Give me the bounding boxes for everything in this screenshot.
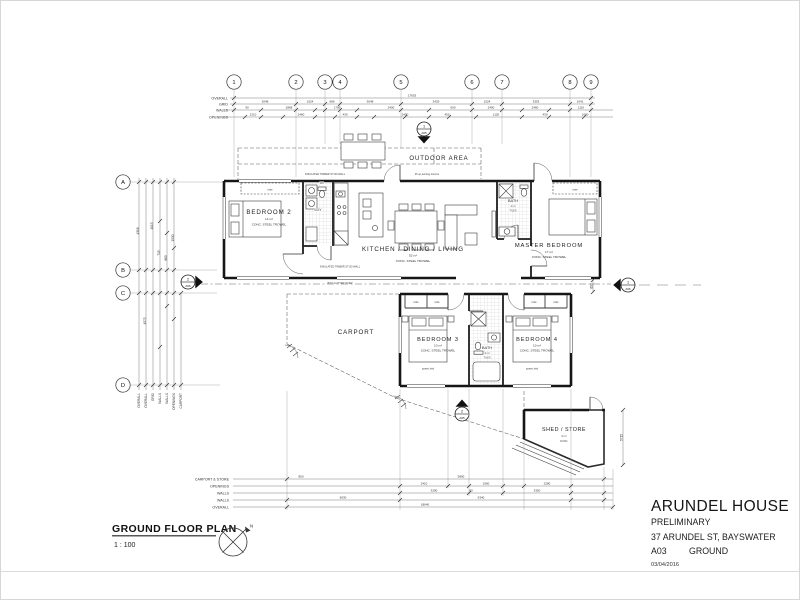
- bed-label: queen bed: [421, 367, 435, 371]
- svg-text:8: 8: [568, 80, 572, 87]
- robe-label: robe: [267, 188, 273, 192]
- svg-text:1: 1: [232, 80, 236, 87]
- room-finish-bath1: TILES: [509, 209, 517, 213]
- dim-value: 600: [450, 105, 456, 110]
- dim-value: 686: [329, 99, 335, 104]
- dim-value: 6340: [477, 495, 485, 500]
- outdoor-table: [341, 134, 385, 168]
- dim-row-label: WALLS: [216, 498, 229, 503]
- dim-row-label: OPENINGS: [209, 115, 228, 120]
- room-label-outdoor: OUTDOOR AREA: [409, 156, 469, 162]
- bed4-furniture: [506, 316, 558, 371]
- room-finish-master: CONC. STEEL TROWEL: [531, 255, 567, 260]
- room-label-master: MASTER BEDROOM: [514, 243, 584, 249]
- dim-value: 430: [542, 112, 548, 117]
- robe-label: robe: [413, 301, 419, 304]
- dim-value: 1700: [333, 105, 341, 110]
- dim-row-label: CARPORT: [179, 393, 184, 409]
- dim-row-label: WALLS: [216, 491, 229, 496]
- dim-row-label: WALLS: [215, 108, 228, 113]
- bed3-robes: [405, 295, 448, 308]
- plan-title: GROUND FLOOR PLAN: [112, 523, 237, 535]
- svg-text:B: B: [121, 268, 125, 275]
- dim-value: 90: [469, 488, 473, 493]
- dim-value: 3429: [432, 99, 440, 104]
- dim-value: 1110: [577, 105, 585, 110]
- room-finish-bath2: TILES: [483, 356, 491, 360]
- grid-bubble-6: [465, 75, 479, 89]
- dim-value: 4318: [136, 227, 140, 235]
- lounge-furniture: [445, 205, 495, 249]
- room-area-bedroom2: 14 m²: [265, 217, 273, 221]
- note-stud-wall-2: INSULATED TIMBER STUD WALL: [319, 265, 361, 269]
- room-label-kitchen: KITCHEN / DINING / LIVING: [362, 246, 464, 253]
- dim-value: 2400: [487, 105, 495, 110]
- svg-text:7: 7: [500, 80, 504, 87]
- status-label: PRELIMINARY: [651, 517, 711, 527]
- svg-text:2: 2: [294, 80, 298, 87]
- section-marker-bottom: [455, 400, 469, 422]
- svg-text:2: 2: [460, 409, 464, 414]
- dim-row-label: CARPORT & STORE: [194, 477, 229, 482]
- grid-bubble-7: [495, 75, 509, 89]
- upper-wing: [221, 163, 602, 285]
- dim-value: 430: [342, 112, 348, 117]
- svg-text:A05: A05: [421, 131, 427, 135]
- svg-text:1: 1: [626, 280, 630, 285]
- dim-row-label: OVERALL: [211, 96, 228, 101]
- bed4-robes: [524, 295, 567, 308]
- title-block: [651, 498, 789, 568]
- dim-value: 1120: [492, 112, 500, 117]
- dim-row-label: GRID: [219, 102, 228, 107]
- grid-bubbles-top: [227, 75, 598, 89]
- dim-value: 1530: [171, 234, 175, 242]
- svg-text:3: 3: [323, 80, 327, 87]
- section-marker-right: [613, 278, 635, 292]
- dim-value: 1210: [249, 112, 257, 117]
- room-area-master: 17 m²: [545, 250, 553, 254]
- dim-value: 1060: [482, 481, 490, 486]
- room-finish-bedroom3: CONC. STEEL TROWEL: [420, 348, 456, 353]
- svg-text:A05: A05: [459, 416, 465, 420]
- grid-bubbles-left: [116, 175, 130, 392]
- room-area-shed: 9 m²: [561, 435, 567, 438]
- room-finish-shed: CONC.: [559, 440, 569, 443]
- grid-bubble-8: [563, 75, 577, 89]
- svg-text:C: C: [120, 291, 126, 298]
- dim-value: 2280: [543, 481, 551, 486]
- room-label-wc: WC: [319, 182, 325, 186]
- plan-title-block: [112, 523, 237, 549]
- room-label-carport: CARPORT: [337, 329, 375, 336]
- dim-row-label: GRID: [151, 393, 156, 401]
- dim-value: 2410: [420, 481, 428, 486]
- svg-text:9: 9: [589, 80, 593, 87]
- sheet-number: A03: [651, 546, 667, 556]
- dim-value: 18640: [420, 502, 430, 507]
- sheet-level: GROUND: [689, 546, 729, 556]
- dim-value: 90: [245, 105, 249, 110]
- grid-bubble-D: [116, 378, 130, 392]
- room-area-bedroom3: 10 m²: [434, 343, 442, 348]
- room-label-bath1: BATH: [507, 198, 519, 203]
- dim-value: 1041: [576, 99, 584, 104]
- room-finish-bedroom2: CONC. STEEL TROWEL: [251, 222, 287, 227]
- dim-row-label: OPENINGS: [210, 484, 229, 489]
- left-dimension-strip: [131, 178, 224, 410]
- dim-value: 850: [298, 474, 304, 479]
- section-marker-top: [417, 122, 431, 144]
- note-louvres: lift up awning louvres: [414, 173, 440, 176]
- note-stud-wall: INSULATED TIMBER STUD WALL: [304, 173, 346, 176]
- svg-text:A: A: [121, 180, 125, 187]
- svg-text:4: 4: [338, 80, 342, 87]
- lower-wing: [397, 278, 595, 389]
- room-area-bedroom4: 10 m²: [533, 343, 541, 348]
- room-label-shed: SHED / STORE: [542, 427, 586, 433]
- robe-label: robe: [434, 301, 440, 304]
- dim-value: 2460: [297, 112, 305, 117]
- shed: [512, 391, 625, 475]
- dim-value: 860: [164, 255, 168, 261]
- dim-value: 2400: [387, 105, 395, 110]
- section-marker-left: [181, 275, 203, 289]
- room-label-bath2: BATH: [481, 345, 493, 350]
- project-title: ARUNDEL HOUSE: [651, 498, 790, 515]
- dim-value: 17653: [407, 93, 417, 98]
- dim-value: 1000: [581, 112, 589, 117]
- dim-value: 3350: [533, 488, 541, 493]
- dim-value: 3048: [261, 99, 269, 104]
- kitchen-fixtures: [334, 183, 383, 245]
- grid-bubble-3: [318, 75, 332, 89]
- dim-value: 5630: [339, 495, 347, 500]
- grid-bubble-C: [116, 286, 130, 300]
- robe-label: robe: [553, 301, 559, 304]
- room-finish-bedroom4: CONC. STEEL TROWEL: [519, 348, 555, 353]
- robe-label: robe: [531, 301, 537, 304]
- grid-bubble-B: [116, 263, 130, 277]
- dining-set: [388, 204, 444, 250]
- grid-bubble-A: [116, 175, 130, 189]
- shed-side-dim: [620, 408, 625, 467]
- bed-label: queen bed: [525, 367, 539, 371]
- dim-row-label: OVERALL: [137, 393, 142, 408]
- room-label-bedroom3: BEDROOM 3: [417, 337, 459, 343]
- dim-value: 5715: [619, 433, 624, 442]
- grid-bubble-5: [394, 75, 408, 89]
- dim-row-label: WALLS: [165, 393, 170, 404]
- outdoor-area: [238, 134, 481, 181]
- plan-scale: 1 : 100: [114, 542, 136, 549]
- svg-text:1: 1: [422, 124, 426, 129]
- robe-label: robe: [572, 188, 578, 192]
- dim-value: 715: [157, 250, 161, 256]
- dim-value: 600: [589, 283, 594, 289]
- svg-text:2: 2: [186, 277, 190, 282]
- dim-value: 450: [444, 112, 450, 117]
- dim-value: 2868: [285, 105, 293, 110]
- dim-value: 2460: [531, 105, 539, 110]
- room-label-ldy: LDY: [314, 208, 322, 212]
- grid-bubble-1: [227, 75, 241, 89]
- room-finish-kitchen: CONC. STEEL TROWEL: [395, 258, 431, 263]
- svg-text:A06: A06: [185, 284, 191, 288]
- grid-bubble-9: [584, 75, 598, 89]
- project-address: 37 ARUNDEL ST, BAYSWATER: [651, 532, 776, 542]
- dim-value: 5890: [457, 474, 465, 479]
- dim-row-label: OPENINGS: [172, 393, 177, 410]
- dim-row-label: WALLS: [158, 393, 163, 404]
- section-markers: [181, 122, 635, 421]
- dim-value: 2400: [401, 112, 409, 117]
- grid-bubble-4: [333, 75, 347, 89]
- dim-value: 4013: [150, 222, 154, 230]
- north-label: N: [250, 523, 254, 529]
- room-area-kitchen: 52 m²: [409, 253, 417, 258]
- note-box-gutter: BOX GUTTER OVER: [327, 282, 353, 286]
- svg-text:A06: A06: [625, 287, 631, 291]
- dim-value: 1524: [306, 99, 314, 104]
- room-label-bedroom2: BEDROOM 2: [246, 209, 292, 216]
- floor-plan-drawing: [1, 1, 800, 600]
- dim-row-label: OVERALL: [144, 393, 149, 408]
- room-area-bath1: 4 m²: [510, 205, 516, 208]
- dim-value: 3290: [430, 488, 438, 493]
- room-area-bath2: 4 m²: [484, 352, 490, 355]
- svg-text:6: 6: [470, 80, 474, 87]
- svg-text:D: D: [120, 383, 126, 390]
- grid-bubble-2: [289, 75, 303, 89]
- room-label-bedroom4: BEDROOM 4: [516, 337, 558, 343]
- dim-value: 3048: [366, 99, 374, 104]
- dim-value: 1524: [483, 99, 491, 104]
- dim-value: 3353: [532, 99, 540, 104]
- master-furniture: [549, 183, 597, 235]
- svg-text:5: 5: [399, 80, 403, 87]
- dim-row-label: OVERALL: [212, 505, 229, 510]
- dim-value: 4572: [143, 317, 147, 325]
- sheet-date: 03/04/2016: [651, 562, 679, 568]
- bed3-furniture: [402, 316, 454, 371]
